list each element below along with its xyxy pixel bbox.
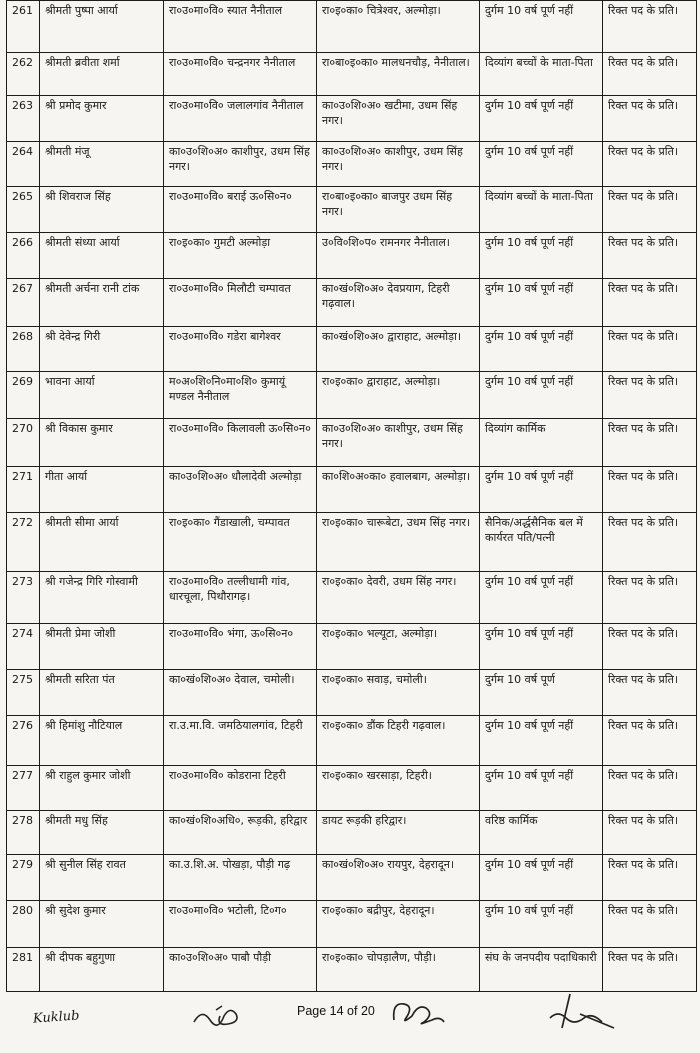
- serial-number-cell: 266: [7, 233, 40, 279]
- transfer-posting-cell: रा०इ०का० डौंक टिहरी गढ़वाल।: [317, 716, 480, 766]
- signature-loop-icon: [388, 996, 448, 1030]
- serial-number-cell: 271: [7, 467, 40, 513]
- remark-cell: रिक्त पद के प्रति।: [603, 766, 697, 811]
- table-row: [7, 1, 697, 53]
- remark-cell: रिक्त पद के प्रति।: [603, 670, 697, 716]
- remark-cell: रिक्त पद के प्रति।: [603, 901, 697, 948]
- serial-number-cell: 277: [7, 766, 40, 811]
- transfer-reason-cell: दिव्यांग बच्चों के माता-पिता: [480, 187, 603, 233]
- transfer-reason-cell: वरिष्ठ कार्मिक: [480, 811, 603, 855]
- remark-cell: रिक्त पद के प्रति।: [603, 948, 697, 992]
- employee-name-cell: श्री विकास कुमार: [40, 419, 164, 467]
- serial-number-cell: 265: [7, 187, 40, 233]
- remark-cell: रिक्त पद के प्रति।: [603, 467, 697, 513]
- table-row: [7, 233, 697, 279]
- table-body: [7, 1, 697, 992]
- transfer-reason-cell: दुर्गम 10 वर्ष पूर्ण नहीं: [480, 766, 603, 811]
- transfer-posting-cell: रा०इ०का० सवाड़, चमोली।: [317, 670, 480, 716]
- employee-name-cell: श्री दीपक बहुगुणा: [40, 948, 164, 992]
- employee-name-cell: भावना आर्या: [40, 372, 164, 419]
- employee-name-cell: श्रीमती मधु सिंह: [40, 811, 164, 855]
- transfer-reason-cell: दुर्गम 10 वर्ष पूर्ण नहीं: [480, 327, 603, 372]
- table-row: [7, 811, 697, 855]
- transfer-reason-cell: दुर्गम 10 वर्ष पूर्ण नहीं: [480, 1, 603, 53]
- transfer-posting-cell: रा०बा०इ०का० मालधनचौड़, नैनीताल।: [317, 53, 480, 96]
- employee-name-cell: श्रीमती पुष्पा आर्या: [40, 1, 164, 53]
- current-posting-cell: रा०उ०मा०वि० भंगा, ऊ०सि०न०: [164, 624, 317, 670]
- employee-name-cell: श्री हिमांशु नौटियाल: [40, 716, 164, 766]
- transfer-posting-cell: उ०वि०शि०प० रामनगर नैनीताल।: [317, 233, 480, 279]
- transfer-posting-cell: रा०इ०का० चित्रेश्वर, अल्मोड़ा।: [317, 1, 480, 53]
- remark-cell: रिक्त पद के प्रति।: [603, 279, 697, 327]
- remark-cell: रिक्त पद के प्रति।: [603, 233, 697, 279]
- transfer-posting-cell: का०उ०शि०अ० खटीमा, उधम सिंह नगर।: [317, 96, 480, 142]
- transfer-reason-cell: दुर्गम 10 वर्ष पूर्ण नहीं: [480, 233, 603, 279]
- transfer-posting-cell: रा०इ०का० बद्रीपुर, देहरादून।: [317, 901, 480, 948]
- transfer-posting-cell: रा०इ०का० द्वाराहाट, अल्मोड़ा।: [317, 372, 480, 419]
- serial-number-cell: 273: [7, 572, 40, 624]
- employee-name-cell: श्री गजेन्द्र गिरि गोस्वामी: [40, 572, 164, 624]
- transfer-posting-cell: का०खं०शि०अ० रायपुर, देहरादून।: [317, 855, 480, 901]
- current-posting-cell: रा०उ०मा०वि० जलालगांव नैनीताल: [164, 96, 317, 142]
- current-posting-cell: म०अ०शि०नि०मा०शि० कुमायूं मण्डल नैनीताल: [164, 372, 317, 419]
- employee-name-cell: श्रीमती सीमा आर्या: [40, 513, 164, 572]
- signature-squiggle-icon: [190, 1002, 246, 1032]
- current-posting-cell: रा०उ०मा०वि० स्यात नैनीताल: [164, 1, 317, 53]
- table-row: [7, 96, 697, 142]
- transfer-reason-cell: दुर्गम 10 वर्ष पूर्ण नहीं: [480, 855, 603, 901]
- current-posting-cell: रा०उ०मा०वि० कोडराना टिहरी: [164, 766, 317, 811]
- serial-number-cell: 268: [7, 327, 40, 372]
- table-row: [7, 372, 697, 419]
- table-row: [7, 948, 697, 992]
- transfer-posting-cell: रा०इ०का० खरसाड़ा, टिहरी।: [317, 766, 480, 811]
- table-row: [7, 419, 697, 467]
- current-posting-cell: रा.उ.मा.वि. जमठियालगांव, टिहरी: [164, 716, 317, 766]
- remark-cell: रिक्त पद के प्रति।: [603, 53, 697, 96]
- table-row: [7, 766, 697, 811]
- current-posting-cell: रा०उ०मा०वि० तल्लीधामी गांव, धारचूला, पिथौरागढ़।: [164, 572, 317, 624]
- page-number: Page 14 of 20: [297, 1004, 375, 1018]
- employee-name-cell: श्री राहुल कुमार जोशी: [40, 766, 164, 811]
- serial-number-cell: 267: [7, 279, 40, 327]
- table-row: [7, 716, 697, 766]
- current-posting-cell: रा०उ०मा०वि० मिलौटी चम्पावत: [164, 279, 317, 327]
- transfer-posting-cell: का०शि०अ०का० हवालबाग, अल्मोड़ा।: [317, 467, 480, 513]
- table-row: [7, 327, 697, 372]
- remark-cell: रिक्त पद के प्रति।: [603, 419, 697, 467]
- transfer-posting-cell: का०उ०शि०अ० काशीपुर, उधम सिंह नगर।: [317, 419, 480, 467]
- employee-name-cell: श्री देवेन्द्र गिरी: [40, 327, 164, 372]
- remark-cell: रिक्त पद के प्रति।: [603, 513, 697, 572]
- serial-number-cell: 263: [7, 96, 40, 142]
- employee-name-cell: श्री सुनील सिंह रावत: [40, 855, 164, 901]
- serial-number-cell: 280: [7, 901, 40, 948]
- employee-name-cell: श्रीमती प्रेमा जोशी: [40, 624, 164, 670]
- employee-name-cell: श्रीमती अर्चना रानी टांक: [40, 279, 164, 327]
- remark-cell: रिक्त पद के प्रति।: [603, 624, 697, 670]
- table-row: [7, 855, 697, 901]
- employee-name-cell: श्रीमती संध्या आर्या: [40, 233, 164, 279]
- transfer-reason-cell: दुर्गम 10 वर्ष पूर्ण: [480, 670, 603, 716]
- serial-number-cell: 261: [7, 1, 40, 53]
- transfer-posting-cell: रा०इ०का० चोपड़ालैण, पौड़ी।: [317, 948, 480, 992]
- transfer-posting-cell: डायट रूड़की हरिद्वार।: [317, 811, 480, 855]
- table-row: [7, 279, 697, 327]
- table-row: [7, 187, 697, 233]
- table-row: [7, 670, 697, 716]
- current-posting-cell: का०उ०शि०अ० पाबौ पौड़ी: [164, 948, 317, 992]
- remark-cell: रिक्त पद के प्रति।: [603, 572, 697, 624]
- table-row: [7, 467, 697, 513]
- serial-number-cell: 270: [7, 419, 40, 467]
- employee-name-cell: श्रीमती ब्रवीता शर्मा: [40, 53, 164, 96]
- remark-cell: रिक्त पद के प्रति।: [603, 855, 697, 901]
- transfer-reason-cell: दुर्गम 10 वर्ष पूर्ण नहीं: [480, 96, 603, 142]
- employee-name-cell: श्री शिवराज सिंह: [40, 187, 164, 233]
- serial-number-cell: 264: [7, 142, 40, 187]
- signature-right-icon: [540, 988, 620, 1038]
- employee-name-cell: श्रीमती मंजू: [40, 142, 164, 187]
- serial-number-cell: 272: [7, 513, 40, 572]
- transfer-reason-cell: सैनिक/अर्द्धसैनिक बल में कार्यरत पति/पत्नी: [480, 513, 603, 572]
- employee-name-cell: गीता आर्या: [40, 467, 164, 513]
- transfer-posting-cell: रा०इ०का० भल्यूटा, अल्मोड़ा।: [317, 624, 480, 670]
- remark-cell: रिक्त पद के प्रति।: [603, 1, 697, 53]
- table-row: [7, 513, 697, 572]
- table-row: [7, 624, 697, 670]
- serial-number-cell: 281: [7, 948, 40, 992]
- transfer-reason-cell: दिव्यांग कार्मिक: [480, 419, 603, 467]
- current-posting-cell: रा०उ०मा०वि० चन्द्रनगर नैनीताल: [164, 53, 317, 96]
- employee-name-cell: श्री प्रमोद कुमार: [40, 96, 164, 142]
- serial-number-cell: 278: [7, 811, 40, 855]
- current-posting-cell: का०उ०शि०अ० धौलादेवी अल्मोड़ा: [164, 467, 317, 513]
- remark-cell: रिक्त पद के प्रति।: [603, 811, 697, 855]
- serial-number-cell: 269: [7, 372, 40, 419]
- transfer-posting-cell: रा०इ०का० चारूबेटा, उधम सिंह नगर।: [317, 513, 480, 572]
- transfer-reason-cell: दुर्गम 10 वर्ष पूर्ण नहीं: [480, 279, 603, 327]
- serial-number-cell: 275: [7, 670, 40, 716]
- table-row: [7, 901, 697, 948]
- table-row: [7, 142, 697, 187]
- current-posting-cell: रा०इ०का० गुमटी अल्मोड़ा: [164, 233, 317, 279]
- transfer-reason-cell: संघ के जनपदीय पदाधिकारी: [480, 948, 603, 992]
- page-footer: [0, 1000, 700, 1053]
- serial-number-cell: 262: [7, 53, 40, 96]
- transfer-reason-cell: दुर्गम 10 वर्ष पूर्ण नहीं: [480, 624, 603, 670]
- remark-cell: रिक्त पद के प्रति।: [603, 372, 697, 419]
- transfer-reason-cell: दुर्गम 10 वर्ष पूर्ण नहीं: [480, 467, 603, 513]
- remark-cell: रिक्त पद के प्रति।: [603, 96, 697, 142]
- table-row: [7, 53, 697, 96]
- transfer-reason-cell: दुर्गम 10 वर्ष पूर्ण नहीं: [480, 716, 603, 766]
- transfer-reason-cell: दुर्गम 10 वर्ष पूर्ण नहीं: [480, 901, 603, 948]
- remark-cell: रिक्त पद के प्रति।: [603, 716, 697, 766]
- table-row: [7, 572, 697, 624]
- current-posting-cell: रा०इ०का० गैंडाखाली, चम्पावत: [164, 513, 317, 572]
- transfer-reason-cell: दिव्यांग बच्चों के माता-पिता: [480, 53, 603, 96]
- transfer-reason-cell: दुर्गम 10 वर्ष पूर्ण नहीं: [480, 142, 603, 187]
- transfer-reason-cell: दुर्गम 10 वर्ष पूर्ण नहीं: [480, 572, 603, 624]
- transfer-list: [6, 0, 696, 992]
- current-posting-cell: रा०उ०मा०वि० भटोली, टि०ग०: [164, 901, 317, 948]
- current-posting-cell: रा०उ०मा०वि० गडेरा बागेश्वर: [164, 327, 317, 372]
- serial-number-cell: 279: [7, 855, 40, 901]
- remark-cell: रिक्त पद के प्रति।: [603, 187, 697, 233]
- current-posting-cell: का०उ०शि०अ० काशीपुर, उधम सिंह नगर।: [164, 142, 317, 187]
- employee-name-cell: श्री सुदेश कुमार: [40, 901, 164, 948]
- transfer-reason-cell: दुर्गम 10 वर्ष पूर्ण नहीं: [480, 372, 603, 419]
- remark-cell: रिक्त पद के प्रति।: [603, 327, 697, 372]
- employee-name-cell: श्रीमती सरिता पंत: [40, 670, 164, 716]
- remark-cell: रिक्त पद के प्रति।: [603, 142, 697, 187]
- serial-number-cell: 274: [7, 624, 40, 670]
- transfer-posting-cell: रा०बा०इ०का० बाजपुर उधम सिंह नगर।: [317, 187, 480, 233]
- transfer-posting-cell: का०उ०शि०अ० काशीपुर, उधम सिंह नगर।: [317, 142, 480, 187]
- current-posting-cell: रा०उ०मा०वि० किलावली ऊ०सि०न०: [164, 419, 317, 467]
- current-posting-cell: रा०उ०मा०वि० बराई ऊ०सि०न०: [164, 187, 317, 233]
- transfer-posting-cell: रा०इ०का० देवरी, उधम सिंह नगर।: [317, 572, 480, 624]
- current-posting-cell: का०खं०शि०अ० देवाल, चमोली।: [164, 670, 317, 716]
- transfer-table: [6, 0, 697, 992]
- transfer-posting-cell: का०खं०शि०अ० देवप्रयाग, टिहरी गढ़वाल।: [317, 279, 480, 327]
- transfer-posting-cell: का०खं०शि०अ० द्वाराहाट, अल्मोड़ा।: [317, 327, 480, 372]
- signature-left: Kuklub: [32, 1008, 80, 1027]
- serial-number-cell: 276: [7, 716, 40, 766]
- current-posting-cell: का.उ.शि.अ. पोखड़ा, पौड़ी गढ़: [164, 855, 317, 901]
- current-posting-cell: का०खं०शि०अधि०, रूड़की, हरिद्वार: [164, 811, 317, 855]
